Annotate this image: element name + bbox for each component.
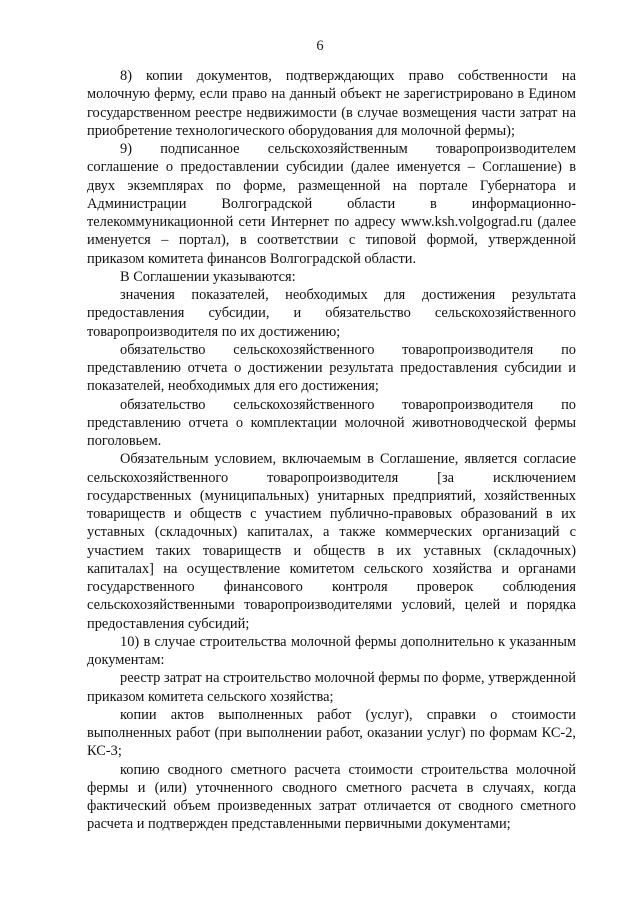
paragraph-acts-copies: копии актов выполненных работ (услуг), справки о стоимости выполненных работ (при выполнении работ, оказании услуг) по формам КС-2, КС-3; [87, 706, 576, 760]
paragraph-agreement-intro: В Соглашении указываются: [120, 268, 296, 285]
paragraph-item-8: 8) копии документов, подтверждающих право собственности на молочную ферму, если право на данный объект не зарегистрировано в Едином государственном реестре недвижимости (в случае возмещения части затрат на приобретение технологического оборудования для молочной фермы); [87, 68, 576, 139]
paragraph-report-livestock: обязательство сельскохозяйственного товаропроизводителя по представлению отчета о комплектации молочной животноводческой фермы поголовьем. [87, 396, 576, 449]
document-body [87, 67, 576, 834]
paragraph-item-9: 9) подписанное сельскохозяйственным товаропроизводителем соглашение о предоставлении субсидии (далее именуется – Соглашение) в двух экземплярах по форме, размещенной на портале Губернатора и Администрации Волгоградской области в информационно-телекоммуникационной сети Интернет по адресу www.ksh.volgograd.ru (далее именуется – портал), в соответствии с типовой формой, утвержденной приказом комитета финансов Волгоградской области. [87, 141, 576, 267]
paragraph-mandatory-condition: Обязательным условием, включаемым в Соглашение, является согласие сельскохозяйственного товаропроизводителя [за исключением государственных (муниципальных) унитарных предприятий, хозяйственных товариществ и обществ с участием публично-правовых образований в их уставных (складочных) капиталах, а также коммерческих организаций с участием таких товариществ и обществ в их уставных (складочных) капиталах] на осуществление комитетом сельского хозяйства и органами государственного финансового контроля проверок соблюдения сельскохозяйственными товаропроизводителями условий, целей и порядка предоставления субсидий; [87, 451, 576, 632]
paragraph-indicators: значения показателей, необходимых для достижения результата предоставления субсидии, и обязательство сельскохозяйственного товаропроизводителя по их достижению; [87, 287, 576, 340]
paragraph-report-result: обязательство сельскохозяйственного товаропроизводителя по представлению отчета о достижении результата предоставления субсидии и показателей, необходимых для его достижения; [87, 341, 576, 395]
paragraph-estimate-copy: копию сводного сметного расчета стоимости строительства молочной фермы и (или) уточненного сводного сметного расчета в случаях, когда фактический объем произведенных затрат отличается от сводного сметного расчета и подтвержден представленными первичными документами; [87, 761, 576, 833]
paragraph-item-10: 10) в случае строительства молочной фермы дополнительно к указанным документам: [87, 633, 576, 668]
paragraph-cost-register: реестр затрат на строительство молочной фермы по форме, утвержденной приказом комитета сельского хозяйства; [87, 670, 576, 705]
page-number: 6 [316, 38, 324, 54]
